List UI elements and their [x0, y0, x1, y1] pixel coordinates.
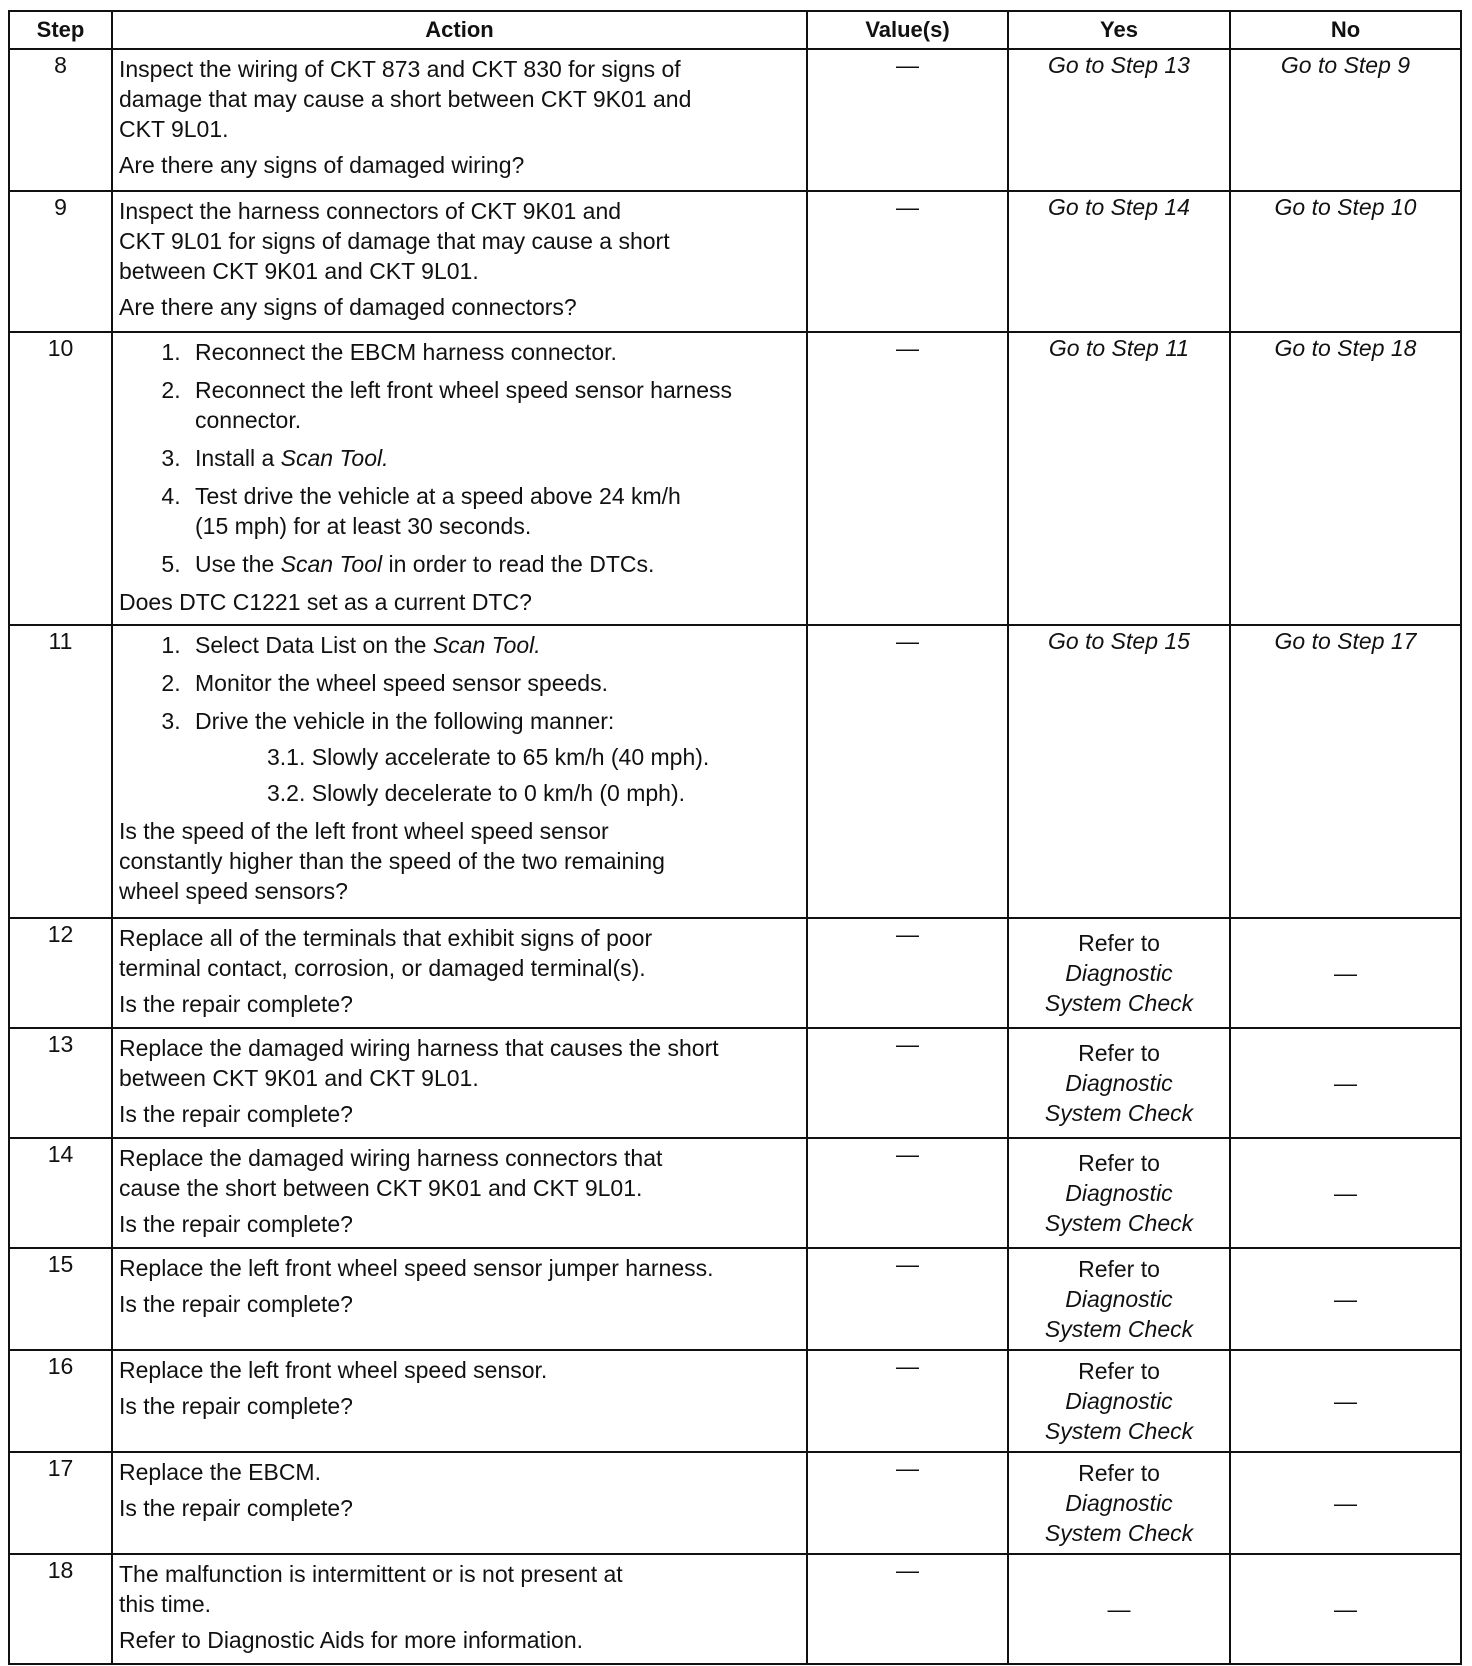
list-item-text: Reconnect the left front wheel speed sensor harness	[195, 377, 732, 403]
no-result: Go to Step 18	[1274, 335, 1417, 361]
scan-tool-term: Scan Tool	[280, 551, 383, 577]
refer-line: Refer to	[1078, 930, 1160, 956]
list-item	[187, 630, 800, 660]
table-row-step-8	[9, 49, 1461, 191]
no-cell: —	[1230, 1554, 1461, 1664]
action-text: terminal contact, corrosion, or damaged terminal(s).	[119, 955, 646, 981]
refer-diagnostic-system-check	[1009, 1356, 1229, 1446]
list-item	[187, 481, 800, 541]
no-cell: —	[1230, 918, 1461, 1028]
yes-cell	[1008, 1138, 1230, 1248]
step-number: 17	[9, 1452, 112, 1554]
action-question: Are there any signs of damaged wiring?	[119, 152, 525, 178]
action-question: Is the repair complete?	[119, 1393, 353, 1419]
scan-tool-term: Scan Tool.	[432, 632, 541, 658]
refer-line: System Check	[1044, 1418, 1194, 1444]
step-number: 9	[9, 191, 112, 332]
value-cell: —	[807, 191, 1008, 332]
value-cell: —	[807, 49, 1008, 191]
refer-diagnostic-system-check	[1009, 1458, 1229, 1548]
yes-cell	[1008, 1350, 1230, 1452]
action-question: Is the repair complete?	[119, 1101, 353, 1127]
no-result: Go to Step 9	[1280, 52, 1411, 78]
instruction-list	[119, 337, 800, 579]
refer-line: Refer to	[1078, 1040, 1160, 1066]
refer-line: Diagnostic	[1065, 1070, 1173, 1096]
action-text: Replace the left front wheel speed sensor.	[119, 1357, 548, 1383]
no-cell: —	[1230, 1138, 1461, 1248]
refer-diagnostic-system-check	[1009, 1148, 1229, 1238]
list-item	[187, 549, 800, 579]
sub-step: 3.1. Slowly accelerate to 65 km/h (40 mph).	[267, 744, 710, 770]
no-result: Go to Step 10	[1274, 194, 1417, 220]
action-text: damage that may cause a short between CKT 9K01 and	[119, 86, 692, 112]
yes-cell	[1008, 1028, 1230, 1138]
value-cell: —	[807, 332, 1008, 625]
refer-diagnostic-system-check	[1009, 1254, 1229, 1344]
action-text: Replace the EBCM.	[119, 1459, 321, 1485]
yes-cell: —	[1008, 1554, 1230, 1664]
table-row-step-15	[9, 1248, 1461, 1350]
refer-line: System Check	[1044, 1520, 1194, 1546]
yes-cell	[1008, 191, 1230, 332]
sub-step: 3.2. Slowly decelerate to 0 km/h (0 mph).	[267, 780, 686, 806]
no-cell: —	[1230, 1028, 1461, 1138]
action-question: wheel speed sensors?	[119, 878, 348, 904]
yes-cell	[1008, 1248, 1230, 1350]
action-text: between CKT 9K01 and CKT 9L01.	[119, 1065, 479, 1091]
refer-line: Diagnostic	[1065, 1388, 1173, 1414]
header-step: Step	[9, 11, 112, 49]
step-number: 15	[9, 1248, 112, 1350]
refer-diagnostic-system-check	[1009, 1038, 1229, 1128]
yes-cell	[1008, 1452, 1230, 1554]
action-text: Replace all of the terminals that exhibit signs of poor	[119, 925, 653, 951]
table-row-step-12	[9, 918, 1461, 1028]
action-cell	[112, 49, 807, 191]
step-number: 14	[9, 1138, 112, 1248]
yes-cell	[1008, 332, 1230, 625]
table-row-step-18	[9, 1554, 1461, 1664]
action-cell	[112, 1138, 807, 1248]
table-row-step-16	[9, 1350, 1461, 1452]
refer-line: System Check	[1044, 1210, 1194, 1236]
list-item-text: Install a	[195, 445, 281, 471]
refer-line: System Check	[1044, 1316, 1194, 1342]
step-number: 13	[9, 1028, 112, 1138]
list-item-text: in order to read the DTCs.	[382, 551, 655, 577]
action-cell	[112, 1248, 807, 1350]
action-text: cause the short between CKT 9K01 and CKT 9L01.	[119, 1175, 643, 1201]
action-question: constantly higher than the speed of the two remaining	[119, 848, 665, 874]
action-text: between CKT 9K01 and CKT 9L01.	[119, 258, 479, 284]
yes-result: Go to Step 13	[1048, 52, 1190, 78]
refer-line: System Check	[1044, 990, 1194, 1016]
yes-result: Go to Step 15	[1048, 628, 1190, 654]
no-cell: —	[1230, 1452, 1461, 1554]
action-question: Does DTC C1221 set as a current DTC?	[119, 589, 532, 615]
value-cell: —	[807, 1350, 1008, 1452]
action-text: Inspect the wiring of CKT 873 and CKT 830 for signs of	[119, 56, 681, 82]
refer-line: Refer to	[1078, 1358, 1160, 1384]
action-cell	[112, 1554, 807, 1664]
header-action: Action	[112, 11, 807, 49]
action-text: this time.	[119, 1591, 212, 1617]
list-item-text: Drive the vehicle in the following manner:	[195, 708, 615, 734]
action-question: Are there any signs of damaged connectors?	[119, 294, 577, 320]
refer-line: System Check	[1044, 1100, 1194, 1126]
refer-line: Refer to	[1078, 1460, 1160, 1486]
no-cell	[1230, 49, 1461, 191]
list-item: 2. Monitor the wheel speed sensor speeds.	[187, 668, 800, 698]
action-question: Is the repair complete?	[119, 1211, 353, 1237]
value-cell: —	[807, 625, 1008, 918]
list-item-text: (15 mph) for at least 30 seconds.	[195, 513, 532, 539]
action-text: CKT 9L01.	[119, 116, 229, 142]
action-question: Is the speed of the left front wheel speed sensor	[119, 818, 609, 844]
table-row-step-10	[9, 332, 1461, 625]
refer-line: Diagnostic	[1065, 1490, 1173, 1516]
step-number: 12	[9, 918, 112, 1028]
header-no: No	[1230, 11, 1461, 49]
action-cell	[112, 1452, 807, 1554]
table-row-step-13	[9, 1028, 1461, 1138]
value-cell: —	[807, 1028, 1008, 1138]
step-number: 16	[9, 1350, 112, 1452]
no-result: Go to Step 17	[1274, 628, 1417, 654]
no-cell	[1230, 332, 1461, 625]
list-item	[187, 706, 800, 808]
step-number: 18	[9, 1554, 112, 1664]
action-note: Refer to Diagnostic Aids for more information.	[119, 1627, 584, 1653]
diagnostic-table	[8, 10, 1462, 1665]
value-cell: —	[807, 1138, 1008, 1248]
header-row	[9, 11, 1461, 49]
yes-result: Go to Step 11	[1048, 335, 1190, 361]
action-text: The malfunction is intermittent or is not present at	[119, 1561, 623, 1587]
yes-cell	[1008, 918, 1230, 1028]
table-row-step-17	[9, 1452, 1461, 1554]
step-number: 11	[9, 625, 112, 918]
no-cell: —	[1230, 1248, 1461, 1350]
refer-line: Diagnostic	[1065, 960, 1173, 986]
no-cell	[1230, 191, 1461, 332]
action-question: Is the repair complete?	[119, 1495, 353, 1521]
scan-tool-term: Scan Tool.	[280, 445, 389, 471]
action-text: Replace the left front wheel speed sensor jumper harness.	[119, 1255, 714, 1281]
header-values: Value(s)	[807, 11, 1008, 49]
list-item	[187, 375, 800, 435]
refer-line: Refer to	[1078, 1150, 1160, 1176]
action-cell	[112, 1028, 807, 1138]
yes-cell	[1008, 625, 1230, 918]
refer-line: Refer to	[1078, 1256, 1160, 1282]
value-cell: —	[807, 1248, 1008, 1350]
action-cell	[112, 625, 807, 918]
value-cell: —	[807, 1452, 1008, 1554]
refer-line: Diagnostic	[1065, 1286, 1173, 1312]
action-cell	[112, 191, 807, 332]
yes-result: Go to Step 14	[1048, 194, 1190, 220]
list-item-text: Test drive the vehicle at a speed above 24 km/h	[195, 483, 681, 509]
table-row-step-11	[9, 625, 1461, 918]
action-cell	[112, 332, 807, 625]
action-text: Replace the damaged wiring harness connectors that	[119, 1145, 663, 1171]
refer-line: Diagnostic	[1065, 1180, 1173, 1206]
refer-diagnostic-system-check	[1009, 928, 1229, 1018]
action-text: Inspect the harness connectors of CKT 9K01 and	[119, 198, 622, 224]
header-yes: Yes	[1008, 11, 1230, 49]
yes-cell	[1008, 49, 1230, 191]
action-cell	[112, 1350, 807, 1452]
action-text: CKT 9L01 for signs of damage that may cause a short	[119, 228, 670, 254]
list-item	[187, 443, 800, 473]
step-number: 8	[9, 49, 112, 191]
list-item-text: Select Data List on the	[195, 632, 433, 658]
no-cell	[1230, 625, 1461, 918]
value-cell: —	[807, 918, 1008, 1028]
table-row-step-14	[9, 1138, 1461, 1248]
no-cell: —	[1230, 1350, 1461, 1452]
list-item-text: Use the	[195, 551, 281, 577]
action-cell	[112, 918, 807, 1028]
step-number: 10	[9, 332, 112, 625]
list-item-text: connector.	[195, 407, 302, 433]
list-item: 1. Reconnect the EBCM harness connector.	[187, 337, 800, 367]
action-text: Replace the damaged wiring harness that causes the short	[119, 1035, 719, 1061]
instruction-list	[119, 630, 800, 808]
table-row-step-9	[9, 191, 1461, 332]
action-question: Is the repair complete?	[119, 1291, 353, 1317]
value-cell: —	[807, 1554, 1008, 1664]
action-question: Is the repair complete?	[119, 991, 353, 1017]
